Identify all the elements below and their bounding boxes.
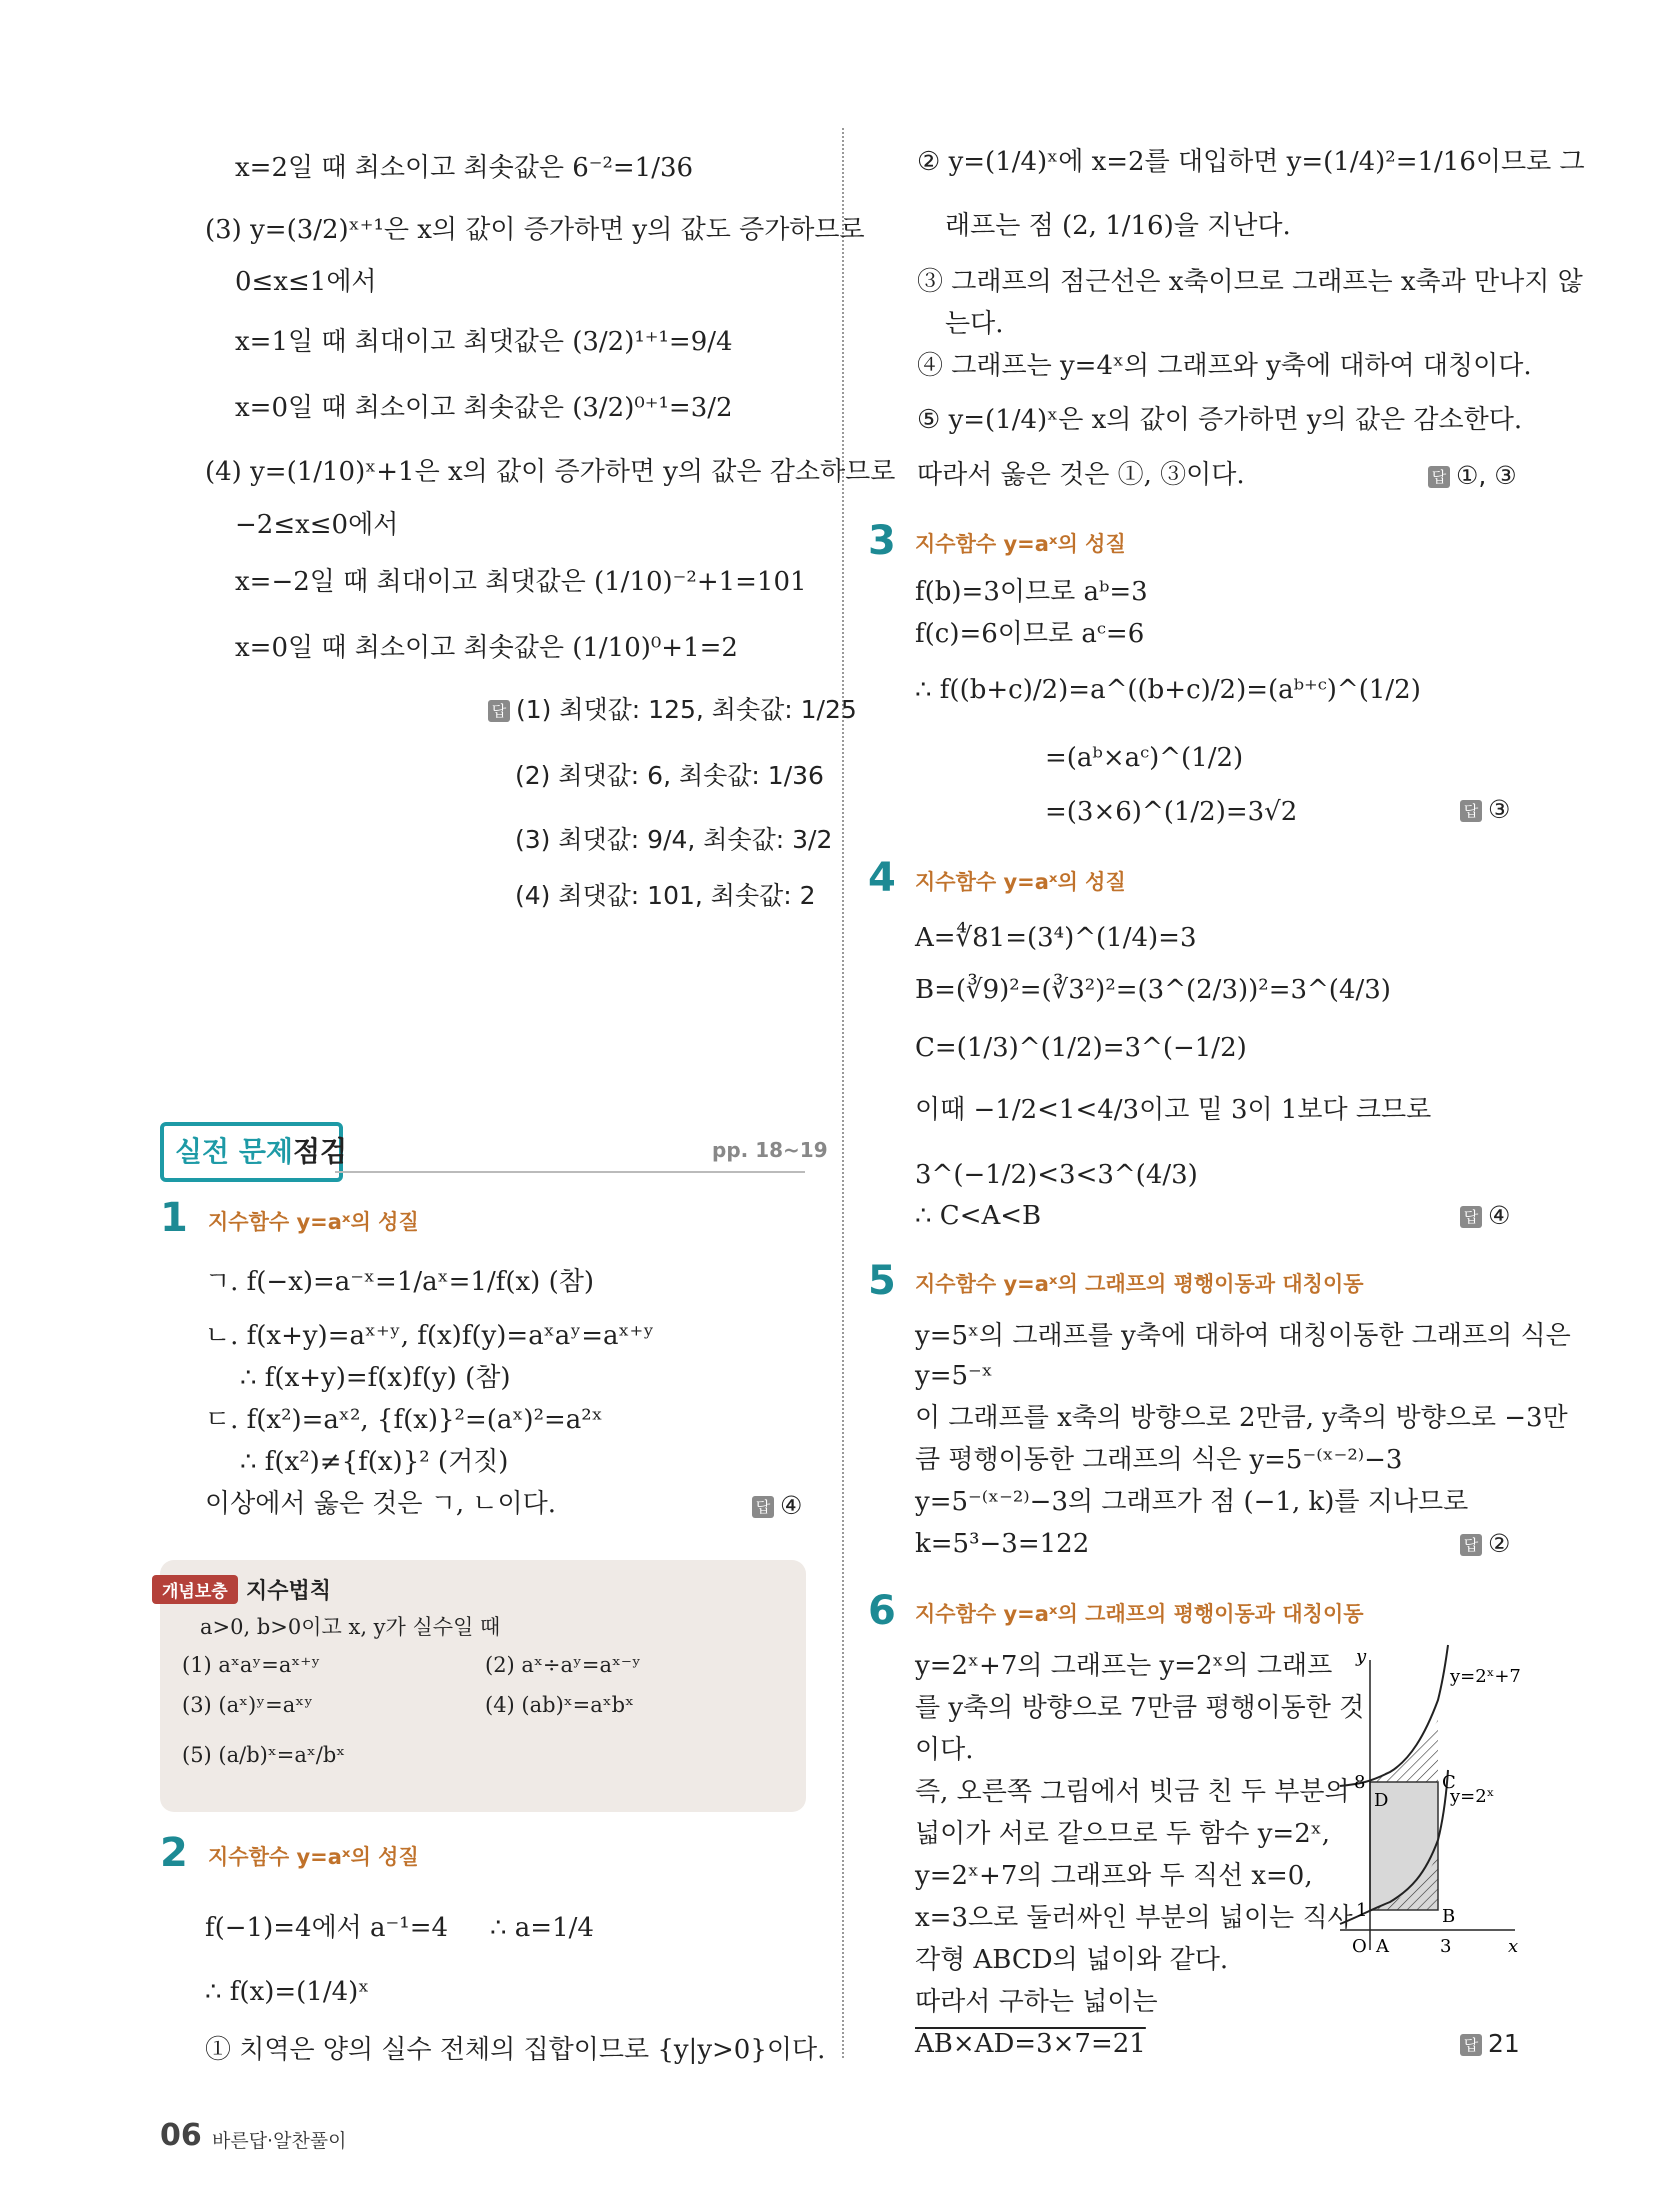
text-line: =(3×6)^(1/2)=3√2	[1045, 797, 1298, 827]
answer-icon: 답	[752, 1496, 774, 1518]
text-line: 이다.	[915, 1735, 974, 1765]
text-line: y=5⁻ˣ	[915, 1361, 993, 1391]
graph-point-a: A	[1376, 1936, 1389, 1957]
text-line: 를 y축의 방향으로 7만큼 평행이동한 것	[915, 1693, 1365, 1723]
graph-point-c: C	[1442, 1772, 1456, 1793]
text-line: f(−1)=4에서 a⁻¹=4	[205, 1913, 449, 1943]
text-line: 이 그래프를 x축의 방향으로 2만큼, y축의 방향으로 −3만	[915, 1403, 1568, 1433]
text-line: 큼 평행이동한 그래프의 식은 y=5⁻⁽ˣ⁻²⁾−3	[915, 1445, 1403, 1475]
text-line: 이상에서 옳은 것은 ㄱ, ㄴ이다.	[205, 1489, 556, 1519]
graph-x-axis-label: x	[1508, 1936, 1519, 1957]
graph-label-2x: y=2ˣ	[1450, 1786, 1495, 1807]
text-line: 즉, 오른쪽 그림에서 빗금 친 두 부분의	[915, 1777, 1350, 1807]
text-line: x=3으로 둘러싸인 부분의 넓이는 직사	[915, 1903, 1353, 1933]
section-title-sub: 점검	[292, 1135, 348, 1168]
section-pages: pp. 18~19	[712, 1138, 828, 1162]
answer-line: (3) 최댓값: 9/4, 최솟값: 3/2	[515, 825, 833, 854]
graph-tick-3: 3	[1440, 1936, 1452, 1957]
text-line: (3) y=(3/2)ˣ⁺¹은 x의 값이 증가하면 y의 값도 증가하므로	[205, 215, 865, 245]
answer-icon: 답	[1428, 466, 1450, 488]
answer-icon: 답	[1460, 2034, 1482, 2056]
problem-topic: 지수함수 y=aˣ의 성질	[208, 1845, 419, 1869]
answer-line	[1460, 2026, 1520, 2062]
text-line: ∴ f((b+c)/2)=a^((b+c)/2)=(aᵇ⁺ᶜ)^(1/2)	[915, 675, 1421, 705]
page-number: 06	[160, 2118, 202, 2153]
text-line: ③ 그래프의 점근선은 x축이므로 그래프는 x축과 만나지 않	[917, 267, 1583, 297]
exponential-graph-figure	[1330, 1640, 1530, 1960]
text-line: −2≤x≤0에서	[235, 510, 399, 540]
text-line: 넓이가 서로 같으므로 두 함수 y=2ˣ,	[915, 1819, 1331, 1849]
text-line: ∴ f(x²)≠{f(x)}² (거짓)	[240, 1447, 509, 1477]
answer-text: ①, ③	[1456, 461, 1517, 490]
text-line: 는다.	[945, 309, 1004, 339]
text-line: f(b)=3이므로 aᵇ=3	[915, 577, 1148, 607]
text-line: ④ 그래프는 y=4ˣ의 그래프와 y축에 대하여 대칭이다.	[917, 351, 1532, 381]
footer-title: 바른답·알찬풀이	[212, 2130, 347, 2152]
text-line: (4) y=(1/10)ˣ+1은 x의 값이 증가하면 y의 값은 감소하므로	[205, 457, 896, 487]
answer-icon: 답	[1460, 1534, 1482, 1556]
text-line: ∴ a=1/4	[490, 1913, 594, 1943]
text-line: x=−2일 때 최대이고 최댓값은 (1/10)⁻²+1=101	[235, 567, 807, 597]
text-line: ㄷ. f(x²)=aˣ², {f(x)}²=(aˣ)²=a²ˣ	[205, 1405, 603, 1435]
text-line: ∴ f(x+y)=f(x)f(y) (참)	[240, 1363, 511, 1393]
answer-icon: 답	[1460, 1206, 1482, 1228]
text-line: 래프는 점 (2, 1/16)을 지난다.	[945, 211, 1291, 241]
text-line: AB×AD=3×7=21	[915, 2029, 1146, 2059]
text-line: y=5⁻⁽ˣ⁻²⁾−3의 그래프가 점 (−1, k)를 지나므로	[915, 1487, 1469, 1517]
graph-label-2x-plus-7: y=2ˣ+7	[1450, 1666, 1521, 1687]
text-line: y=5ˣ의 그래프를 y축에 대하여 대칭이동한 그래프의 식은	[915, 1321, 1571, 1351]
text-line: 따라서 구하는 넓이는	[915, 1987, 1158, 2017]
text-line: 각형 ABCD의 넓이와 같다.	[915, 1945, 1229, 1975]
text-line: A=∜81=(3⁴)^(1/4)=3	[915, 923, 1197, 953]
column-divider	[842, 128, 844, 2058]
answer-line	[488, 692, 857, 728]
note-line: a>0, b>0이고 x, y가 실수일 때	[200, 1615, 501, 1639]
text-line: k=5³−3=122	[915, 1529, 1090, 1559]
text-line: x=1일 때 최대이고 최댓값은 (3/2)¹⁺¹=9/4	[235, 327, 733, 357]
concept-note-title: 지수법칙	[246, 1579, 332, 1604]
answer-line	[752, 1488, 802, 1524]
answer-line: (4) 최댓값: 101, 최솟값: 2	[515, 881, 816, 910]
answer-text: ④	[780, 1491, 803, 1520]
problem-topic: 지수함수 y=aˣ의 성질	[208, 1210, 419, 1234]
problem-number: 5	[868, 1258, 896, 1304]
text-line: ② y=(1/4)ˣ에 x=2를 대입하면 y=(1/4)²=1/16이므로 그	[917, 147, 1585, 177]
concept-note-tag: 개념보충	[152, 1575, 238, 1604]
problem-number: 4	[868, 855, 896, 901]
text-line: f(c)=6이므로 aᶜ=6	[915, 619, 1145, 649]
answer-icon: 답	[1460, 800, 1482, 822]
answer-text: ③	[1488, 795, 1511, 824]
note-rule: (3) (aˣ)ʸ=aˣʸ	[182, 1693, 314, 1717]
graph-tick-8: 8	[1354, 1772, 1366, 1793]
problem-number: 6	[868, 1588, 896, 1634]
text-line: y=2ˣ+7의 그래프는 y=2ˣ의 그래프	[915, 1651, 1333, 1681]
answer-line: (2) 최댓값: 6, 최솟값: 1/36	[515, 761, 824, 790]
graph-origin: O	[1352, 1936, 1367, 1957]
text-line: B=(∛9)²=(∛3²)²=(3^(2/3))²=3^(4/3)	[915, 975, 1391, 1005]
answer-line	[1428, 458, 1517, 494]
answer-line	[1460, 1526, 1510, 1562]
problem-number: 3	[868, 518, 896, 564]
text-line: ㄴ. f(x+y)=aˣ⁺ʸ, f(x)f(y)=aˣaʸ=aˣ⁺ʸ	[205, 1321, 655, 1351]
text-line: 따라서 옳은 것은 ①, ③이다.	[917, 460, 1245, 490]
problem-topic: 지수함수 y=aˣ의 그래프의 평행이동과 대칭이동	[915, 1272, 1364, 1296]
graph-tick-1: 1	[1356, 1900, 1368, 1921]
answer-line	[1460, 792, 1510, 828]
graph-point-b: B	[1442, 1906, 1456, 1927]
answer-text: 21	[1488, 2029, 1520, 2058]
text-line: ① 치역은 양의 실수 전체의 집합이므로 {y|y>0}이다.	[205, 2035, 826, 2065]
answer-line	[1460, 1198, 1510, 1234]
hatched-region-top	[1370, 1720, 1438, 1782]
section-title	[175, 1130, 347, 1170]
text-line: C=(1/3)^(1/2)=3^(−1/2)	[915, 1033, 1247, 1063]
graph-y-axis-label: y	[1356, 1646, 1367, 1667]
answer-icon: 답	[488, 700, 510, 722]
problem-number: 2	[160, 1830, 188, 1876]
text-line: 0≤x≤1에서	[235, 267, 377, 297]
note-rule: (5) (a/b)ˣ=aˣ/bˣ	[182, 1743, 346, 1767]
answer-text: (1) 최댓값: 125, 최솟값: 1/25	[516, 695, 857, 724]
section-rule	[335, 1171, 805, 1173]
text-line: 3^(−1/2)<3<3^(4/3)	[915, 1160, 1198, 1190]
note-rule: (4) (ab)ˣ=aˣbˣ	[485, 1693, 635, 1717]
problem-topic: 지수함수 y=aˣ의 성질	[915, 870, 1126, 894]
text-line: ㄱ. f(−x)=a⁻ˣ=1/aˣ=1/f(x) (참)	[205, 1267, 594, 1297]
text-line: ⑤ y=(1/4)ˣ은 x의 값이 증가하면 y의 값은 감소한다.	[917, 405, 1523, 435]
answer-text: ④	[1488, 1201, 1511, 1230]
text-line: x=2일 때 최소이고 최솟값은 6⁻²=1/36	[235, 153, 694, 183]
text-line: ∴ C<A<B	[915, 1201, 1042, 1231]
text-line: y=2ˣ+7의 그래프와 두 직선 x=0,	[915, 1861, 1313, 1891]
text-line: =(aᵇ×aᶜ)^(1/2)	[1045, 743, 1244, 773]
text-line: x=0일 때 최소이고 최솟값은 (1/10)⁰+1=2	[235, 633, 738, 663]
note-rule: (2) aˣ÷aʸ=aˣ⁻ʸ	[485, 1653, 641, 1677]
problem-topic: 지수함수 y=aˣ의 그래프의 평행이동과 대칭이동	[915, 1602, 1364, 1626]
graph-point-d: D	[1374, 1790, 1389, 1811]
problem-topic: 지수함수 y=aˣ의 성질	[915, 532, 1126, 556]
problem-number: 1	[160, 1195, 188, 1241]
text-line: x=0일 때 최소이고 최솟값은 (3/2)⁰⁺¹=3/2	[235, 393, 733, 423]
answer-text: ②	[1488, 1529, 1511, 1558]
text-line: ∴ f(x)=(1/4)ˣ	[205, 1977, 370, 2007]
section-title-main: 실전 문제	[175, 1135, 293, 1168]
note-rule: (1) aˣaʸ=aˣ⁺ʸ	[182, 1653, 321, 1677]
text-line: 이때 −1/2<1<4/3이고 밑 3이 1보다 크므로	[915, 1095, 1432, 1125]
